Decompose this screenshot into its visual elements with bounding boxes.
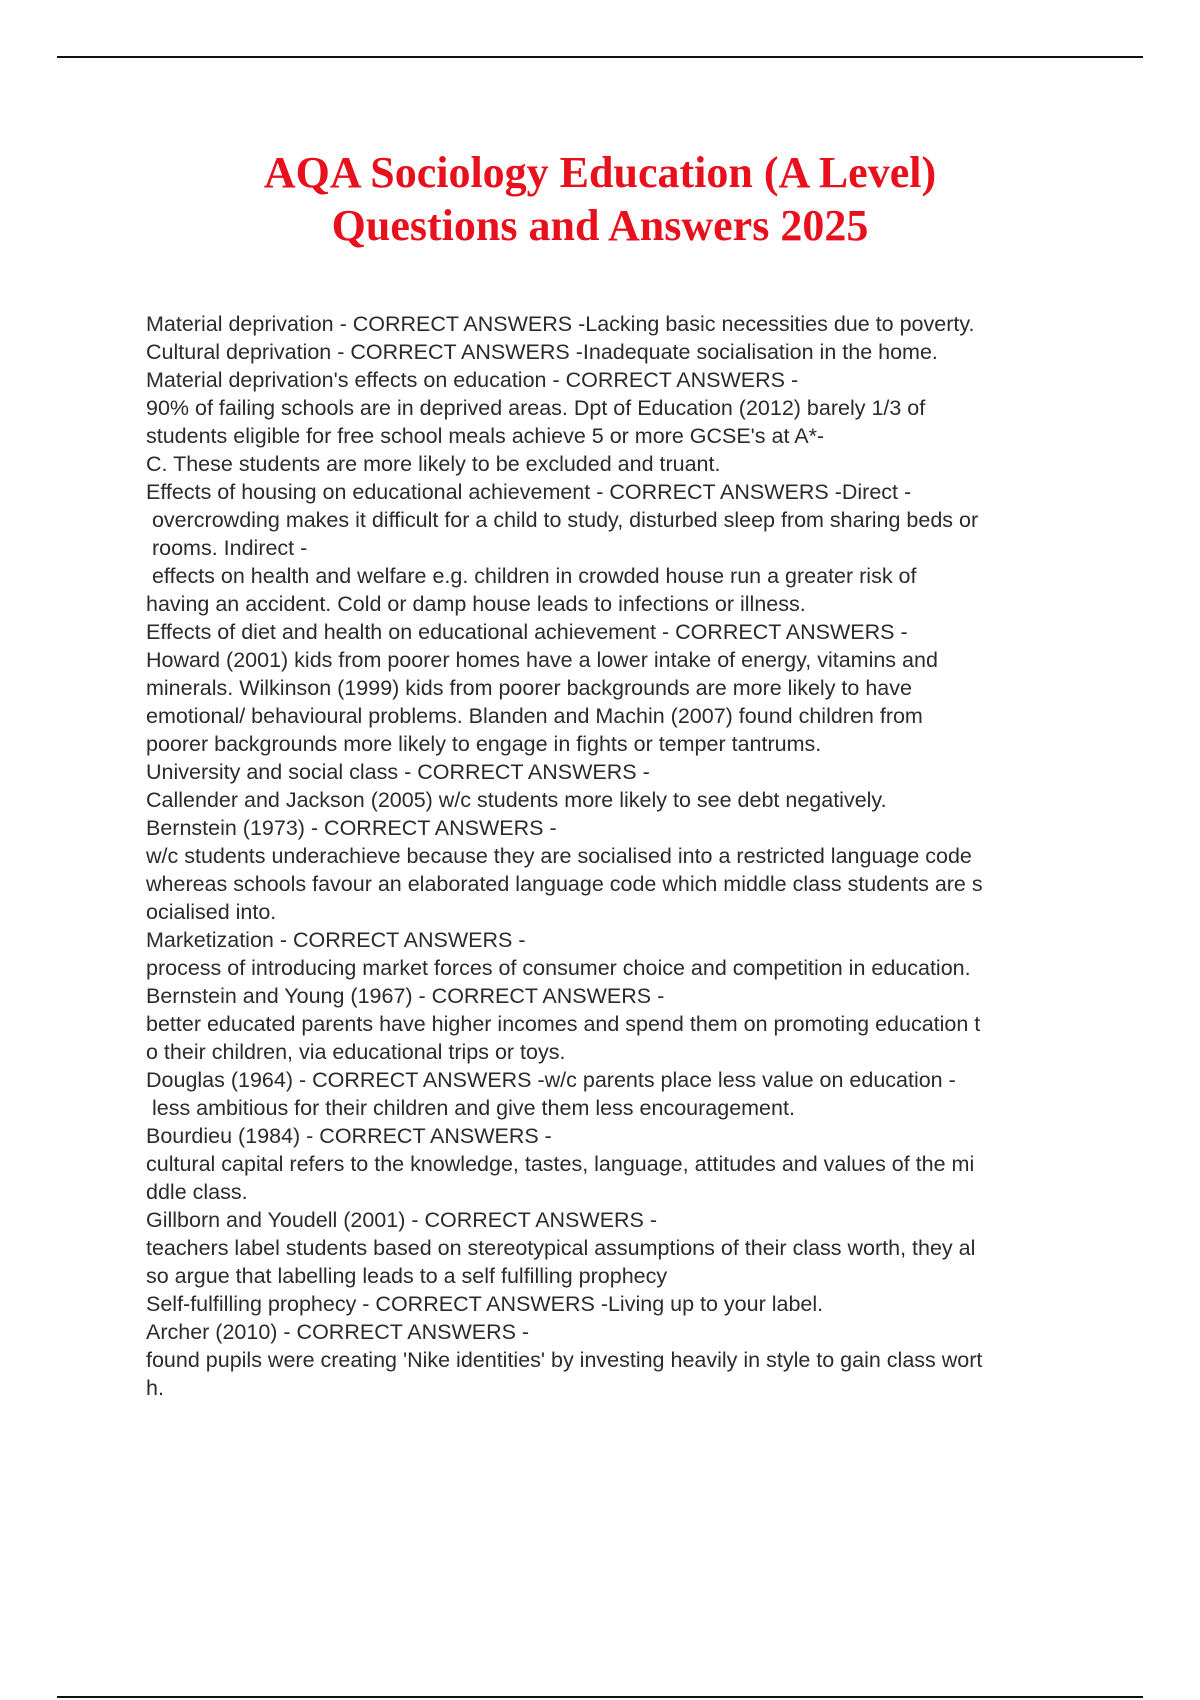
qa-content	[146, 310, 1096, 1402]
qa-line: found pupils were creating 'Nike identities' by investing heavily in style to gain class wort	[146, 1348, 983, 1372]
qa-line: Effects of housing on educational achievement - CORRECT ANSWERS -Direct -	[146, 480, 912, 504]
qa-line: rooms. Indirect -	[146, 536, 308, 560]
qa-line: Callender and Jackson (2005) w/c students more likely to see debt negatively.	[146, 788, 887, 812]
qa-line: ddle class.	[146, 1180, 248, 1204]
qa-line: process of introducing market forces of consumer choice and competition in education.	[146, 956, 971, 980]
qa-line: Cultural deprivation - CORRECT ANSWERS -Inadequate socialisation in the home.	[146, 340, 938, 364]
qa-line: ocialised into.	[146, 900, 277, 924]
qa-line: Gillborn and Youdell (2001) - CORRECT ANSWERS -	[146, 1208, 658, 1232]
qa-line: h.	[146, 1376, 164, 1400]
title-line-1: AQA Sociology Education (A Level)	[263, 148, 937, 197]
qa-line: so argue that labelling leads to a self fulfilling prophecy	[146, 1264, 668, 1288]
qa-line: C. These students are more likely to be excluded and truant.	[146, 452, 721, 476]
top-divider	[57, 56, 1143, 58]
qa-line: Bernstein and Young (1967) - CORRECT ANSWERS -	[146, 984, 665, 1008]
qa-line: overcrowding makes it difficult for a child to study, disturbed sleep from sharing beds or	[146, 508, 979, 532]
qa-line: Archer (2010) - CORRECT ANSWERS -	[146, 1320, 530, 1344]
qa-line: students eligible for free school meals achieve 5 or more GCSE's at A*-	[146, 424, 825, 448]
qa-line: emotional/ behavioural problems. Blanden and Machin (2007) found children from	[146, 704, 923, 728]
qa-line: Effects of diet and health on educational achievement - CORRECT ANSWERS -	[146, 620, 908, 644]
qa-line: better educated parents have higher incomes and spend them on promoting education t	[146, 1012, 981, 1036]
title-line-2: Questions and Answers 2025	[331, 201, 869, 250]
document-title	[0, 146, 1200, 252]
qa-line: minerals. Wilkinson (1999) kids from poorer backgrounds are more likely to have	[146, 676, 912, 700]
qa-line: Material deprivation's effects on education - CORRECT ANSWERS -	[146, 368, 799, 392]
bottom-divider	[57, 1696, 1143, 1698]
qa-line: teachers label students based on stereotypical assumptions of their class worth, they al	[146, 1236, 976, 1260]
qa-line: Marketization - CORRECT ANSWERS -	[146, 928, 526, 952]
qa-line: University and social class - CORRECT ANSWERS -	[146, 760, 650, 784]
qa-line: o their children, via educational trips or toys.	[146, 1040, 566, 1064]
qa-line: Bernstein (1973) - CORRECT ANSWERS -	[146, 816, 557, 840]
qa-line: whereas schools favour an elaborated language code which middle class students are s	[146, 872, 983, 896]
qa-line: w/c students underachieve because they are socialised into a restricted language code	[146, 844, 972, 868]
qa-line: less ambitious for their children and give them less encouragement.	[146, 1096, 795, 1120]
qa-line: Self-fulfilling prophecy - CORRECT ANSWERS -Living up to your label.	[146, 1292, 824, 1316]
qa-line: Howard (2001) kids from poorer homes have a lower intake of energy, vitamins and	[146, 648, 938, 672]
qa-line: cultural capital refers to the knowledge, tastes, language, attitudes and values of the mi	[146, 1152, 975, 1176]
qa-line: having an accident. Cold or damp house leads to infections or illness.	[146, 592, 806, 616]
qa-line: poorer backgrounds more likely to engage in fights or temper tantrums.	[146, 732, 822, 756]
qa-line: effects on health and welfare e.g. children in crowded house run a greater risk of	[146, 564, 917, 588]
qa-line: Douglas (1964) - CORRECT ANSWERS -w/c parents place less value on education -	[146, 1068, 956, 1092]
qa-line: 90% of failing schools are in deprived areas. Dpt of Education (2012) barely 1/3 of	[146, 396, 926, 420]
qa-line: Material deprivation - CORRECT ANSWERS -Lacking basic necessities due to poverty.	[146, 312, 975, 336]
qa-line: Bourdieu (1984) - CORRECT ANSWERS -	[146, 1124, 552, 1148]
